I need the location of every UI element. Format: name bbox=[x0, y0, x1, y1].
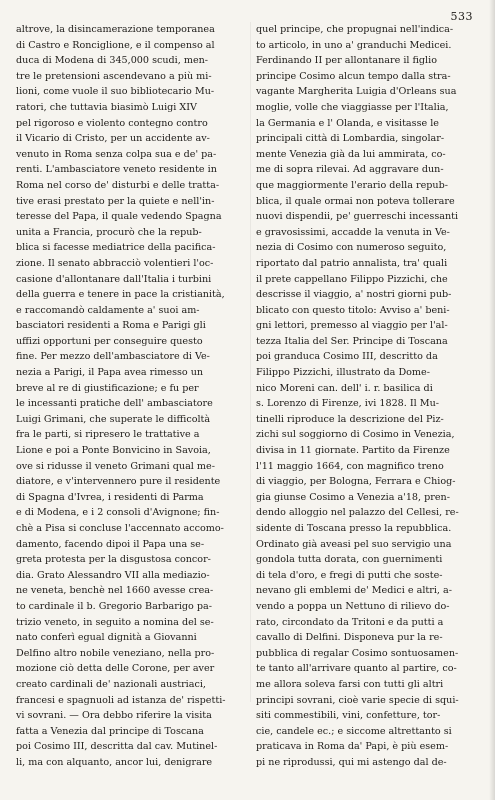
text-line: basciatori residenti a Roma e Parigi gli bbox=[16, 320, 206, 332]
page-number: 533 bbox=[450, 10, 473, 23]
text-line: moglie, volle che viaggiasse per l'Italia, bbox=[256, 101, 449, 113]
text-line: il Vicario di Cristo, per un accidente av- bbox=[16, 133, 210, 145]
text-line: Delfino altro nobile veneziano, nella pro- bbox=[16, 647, 215, 659]
text-line: vi sovrani. — Ora debbo riferire la visita bbox=[16, 710, 212, 722]
text-line: tre le pretensioni ascendevano a più mi- bbox=[16, 70, 212, 82]
text-line: divisa in 11 giornate. Partito da Firenze bbox=[256, 445, 450, 457]
text-line: Ordinato già aveasi pel suo servigio una bbox=[256, 538, 452, 550]
text-line: siti commestibili, vini, confetture, tor- bbox=[256, 710, 441, 722]
text-line: zichi sul soggiorno di Cosimo in Venezia, bbox=[256, 429, 455, 441]
text-line: il prete cappellano Filippo Pizzichi, che bbox=[256, 273, 448, 285]
text-line: me allora soleva farsi con tutti gli altri bbox=[256, 678, 444, 690]
text-line: e di Modena, e i 2 consoli d'Avignone; fin- bbox=[16, 507, 220, 519]
text-line: fine. Per mezzo dell'ambasciatore di Ve- bbox=[16, 351, 210, 363]
text-line: rato, circondato da Tritoni e da putti a bbox=[256, 616, 444, 628]
text-line: quel principe, che propugnai nell'indica- bbox=[256, 24, 454, 35]
text-line: nezia a Parigi, il Papa avea rimesso un bbox=[16, 367, 204, 379]
text-line: to cardinale il b. Gregorio Barbarigo pa- bbox=[16, 600, 212, 612]
text-line: tinelli riproduce la descrizione del Piz- bbox=[256, 413, 444, 425]
text-line: chè a Pisa si concluse l'accennato accomo- bbox=[16, 523, 224, 534]
text-line: nato conferì egual dignità a Giovanni bbox=[16, 632, 197, 644]
text-line: cavallo di Delfini. Disponeva pur la re- bbox=[256, 632, 443, 644]
text-line: me di sopra rilevai. Ad aggravare dun- bbox=[256, 164, 444, 176]
text-line: zione. Il senato abbracciò volentieri l'oc- bbox=[16, 257, 214, 269]
text-line: descrisse il viaggio, a' nostri giorni pub- bbox=[256, 289, 452, 301]
text-line: praticava in Roma da' Papi, è più esem- bbox=[256, 741, 449, 753]
text-line: creato cardinali de' nazionali austriaci, bbox=[16, 678, 206, 690]
text-line: unita a Francia, procurò che la repub- bbox=[16, 226, 202, 238]
text-line: principi sovrani, cioè varie specie di squi- bbox=[256, 694, 459, 706]
text-line: que maggiormente l'erario della repub- bbox=[256, 179, 448, 191]
text-line: altrove, la disincamerazione temporanea bbox=[16, 24, 215, 35]
text-line: e raccomandò caldamente a' suoi am- bbox=[16, 304, 200, 316]
text-line: blica si facesse mediatrice della pacifica- bbox=[16, 242, 216, 254]
text-line: teresse del Papa, il quale vedendo Spagna bbox=[16, 211, 222, 223]
text-line: francesi e spagnuoli ad istanza de' rispetti- bbox=[16, 694, 226, 706]
text-line: riportato dal patrio annalista, tra' quali bbox=[256, 257, 448, 269]
text-line: mente Venezia già da lui ammirata, co- bbox=[256, 148, 446, 160]
text-line: dendo alloggio nel palazzo del Cellesi, re- bbox=[256, 507, 459, 519]
text-line: vagante Margherita Luigia d'Orleans sua bbox=[256, 86, 457, 98]
text-line: venuto in Roma senza colpa sua e de' pa- bbox=[16, 148, 217, 160]
text-line: fra le parti, si ripresero le trattative a bbox=[16, 429, 200, 441]
text-line: gia giunse Cosimo a Venezia a'18, pren- bbox=[256, 491, 450, 503]
text-line: casione d'allontanare dall'Italia i turbini bbox=[16, 273, 212, 285]
text-line: blica, il quale ormai non poteva tollerare bbox=[256, 195, 455, 207]
text-line: nuovi dispendii, pe' guerreschi incessanti bbox=[256, 211, 459, 223]
text-line: blicato con questo titolo: Avviso a' beni- bbox=[256, 304, 450, 316]
text-line: le incessanti pratiche dell' ambasciatore bbox=[16, 398, 213, 410]
text-line: gni lettori, premesso al viaggio per l'al- bbox=[256, 320, 448, 332]
text-line: pubblica di regalar Cosimo sontuosamen- bbox=[256, 647, 459, 659]
text-line: pi ne riprodussi, qui mi astengo dal de- bbox=[256, 756, 447, 768]
text-line: ove si ridusse il veneto Grimani qual me- bbox=[16, 460, 215, 472]
text-line: cie, candele ec.; e siccome altrettanto si bbox=[256, 725, 452, 737]
text-line: breve al re di giustificazione; e fu per bbox=[16, 382, 199, 394]
text-line: to articolo, in uno a' granduchi Medicei. bbox=[256, 39, 452, 51]
text-line: poi Cosimo III, descritta dal cav. Mutinel- bbox=[16, 741, 218, 753]
text-line: poi granduca Cosimo III, descritto da bbox=[256, 351, 438, 363]
text-line: tive erasi prestato per la quiete e nell'in- bbox=[16, 195, 215, 207]
text-line: s. Lorenzo di Firenze, ivi 1828. Il Mu- bbox=[256, 398, 440, 410]
text-line: pel rigoroso e violento contegno contro bbox=[16, 117, 208, 129]
text-line: te tanto all'arrivare quanto al partire, co- bbox=[256, 663, 457, 675]
text-line: nico Moreni can. dell' i. r. basilica di bbox=[256, 382, 433, 394]
text-line: ratori, che tuttavia biasimò Luigi XIV bbox=[16, 101, 197, 113]
text-line: greta protesta per la disgustosa concor- bbox=[16, 554, 211, 566]
text-line: ne veneta, benchè nel 1660 avesse crea- bbox=[16, 585, 214, 597]
text-line: nezia di Cosimo con numeroso seguito, bbox=[256, 242, 447, 254]
text-line: Lione e poi a Ponte Bonvicino in Savoia, bbox=[16, 445, 211, 457]
text-line: Luigi Grimani, che superate le difficoltà bbox=[16, 413, 211, 425]
text-line: di tela d'oro, e fregi di putti che soste- bbox=[256, 569, 443, 581]
text-line: diatore, e v'intervennero pure il residente bbox=[16, 476, 221, 488]
left-text-column bbox=[16, 22, 248, 771]
text-line: della guerra e tenere in pace la cristianità, bbox=[16, 289, 225, 301]
text-line: trizio veneto, in seguito a nomina del se- bbox=[16, 616, 214, 628]
right-text-column bbox=[256, 22, 488, 771]
text-line: dia. Grato Alessandro VII alla mediazio- bbox=[16, 569, 210, 581]
text-line: li, ma con alquanto, ancor lui, denigrare bbox=[16, 756, 213, 768]
text-line: lioni, come vuole il suo bibliotecario Mu- bbox=[16, 86, 215, 98]
column-gutter bbox=[250, 22, 251, 702]
text-line: la Germania e l' Olanda, e visitasse le bbox=[256, 117, 439, 129]
page-edge-shadow bbox=[489, 0, 495, 800]
text-line: Roma nel corso de' disturbi e delle tratta- bbox=[16, 179, 220, 191]
text-line: l'11 maggio 1664, con magnifico treno bbox=[256, 460, 444, 472]
text-line: tezza Italia del Ser. Principe di Toscana bbox=[256, 335, 448, 347]
text-line: principe Cosimo alcun tempo dalla stra- bbox=[256, 70, 451, 82]
text-line: gondola tutta dorata, con guernimenti bbox=[256, 554, 443, 566]
text-line: Ferdinando II per allontanare il figlio bbox=[256, 55, 437, 67]
text-line: renti. L'ambasciatore veneto residente in bbox=[16, 164, 217, 176]
text-line: di Spagna d'Ivrea, i residenti di Parma bbox=[16, 491, 204, 503]
text-line: nevano gli emblemi de' Medici e altri, a- bbox=[256, 585, 452, 597]
text-line: sidente di Toscana presso la repubblica. bbox=[256, 523, 452, 534]
text-line: uffizi opportuni per conseguire questo bbox=[16, 335, 203, 347]
text-line: fatta a Venezia dal principe di Toscana bbox=[16, 725, 204, 737]
text-line: e gravosissimi, accadde la venuta in Ve- bbox=[256, 226, 450, 238]
text-line: di viaggio, per Bologna, Ferrara e Chiog- bbox=[256, 476, 456, 488]
text-line: principali città di Lombardia, singolar- bbox=[256, 133, 445, 145]
text-line: damento, facendo dipoi il Papa una se- bbox=[16, 538, 205, 550]
text-line: di Castro e Ronciglione, e il compenso al bbox=[16, 39, 215, 51]
text-line: mozione ciò detta delle Corone, per aver bbox=[16, 663, 215, 675]
text-line: Filippo Pizzichi, illustrato da Dome- bbox=[256, 367, 430, 379]
text-line: duca di Modena di 345,000 scudi, men- bbox=[16, 55, 209, 67]
text-line: vendo a poppa un Nettuno di rilievo do- bbox=[256, 600, 450, 612]
